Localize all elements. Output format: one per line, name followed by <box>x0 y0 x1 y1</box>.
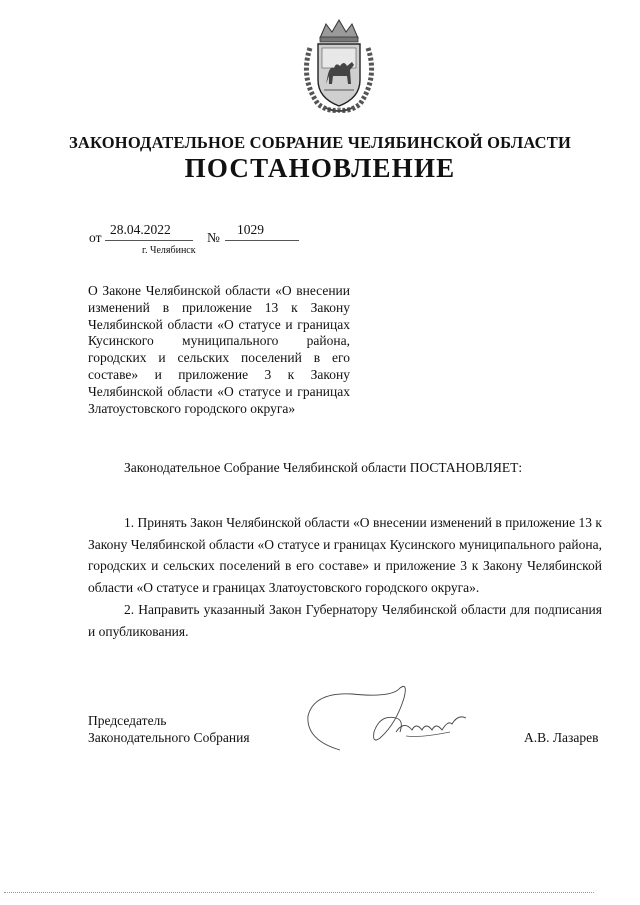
number-underline <box>225 240 299 241</box>
number-value: 1029 <box>237 222 264 237</box>
resolution-body <box>88 512 602 642</box>
city-label: г. Челябинск <box>142 245 196 256</box>
signatory-title <box>88 712 250 746</box>
date-underline <box>105 240 193 241</box>
signatory-title-line: Законодательного Собрания <box>88 730 250 745</box>
coat-of-arms-emblem <box>298 18 380 114</box>
date-prefix: от <box>89 230 102 245</box>
resolution-paragraph: 2. Направить указанный Закон Губернатору Челябинской области для подписания и опубликования. <box>88 601 602 639</box>
document-subject: О Законе Челябинской области «О внесении изменений в приложение 13 к Закону Челябинской области «О статусе и границах Кусинского муниципального района, городских и сельских поселений в его составе» и приложение 3 к Закону Челябинской области «О статусе и границах Златоустовского городского округа» <box>88 283 350 416</box>
document-type-title: ПОСТАНОВЛЕНИЕ <box>184 153 456 183</box>
signatory-title-line: Председатель <box>88 713 167 728</box>
number-prefix: № <box>207 230 220 245</box>
signatory-name: А.В. Лазарев <box>524 730 599 745</box>
preamble: Законодательное Собрание Челябинской области ПОСТАНОВЛЯЕТ: <box>124 460 523 475</box>
handwritten-signature <box>300 680 480 760</box>
date-number-row <box>89 222 349 262</box>
date-value: 28.04.2022 <box>110 222 171 237</box>
resolution-paragraph: 1. Принять Закон Челябинской области «О внесении изменений в приложение 13 к Закону Челябинской области «О статусе и границах Кусинского муниципального района, городских и сельских поселений в его составе» и приложение 3 к Закону Челябинской области «О статусе и границах Златоустовского городского округа». <box>88 515 602 596</box>
organization-title: ЗАКОНОДАТЕЛЬНОЕ СОБРАНИЕ ЧЕЛЯБИНСКОЙ ОБЛАСТИ <box>68 133 572 152</box>
scan-edge-line <box>4 892 594 893</box>
